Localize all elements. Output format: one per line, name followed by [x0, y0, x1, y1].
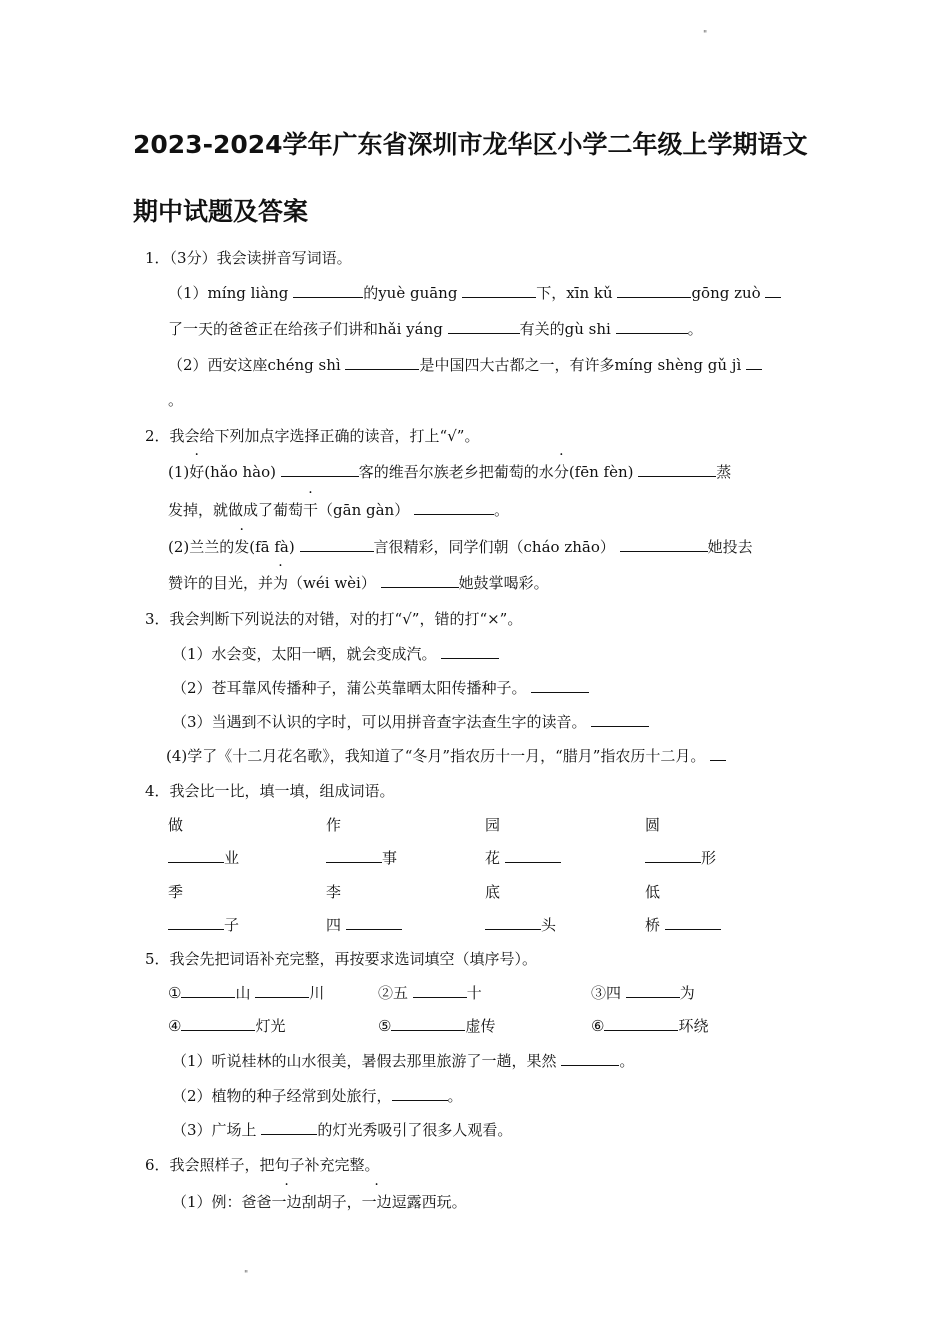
- word-part: 业: [224, 849, 240, 867]
- idiom-part: ②五: [378, 984, 409, 1002]
- answer-blank[interactable]: [746, 355, 762, 370]
- q5-idiom-6: [591, 1016, 708, 1036]
- idiom-part: 山: [235, 984, 251, 1002]
- word-part: 形: [701, 849, 717, 867]
- q5-idiom-5: [378, 1016, 495, 1036]
- statement-text: （3）当遇到不认识的字时，可以用拼音查字法查生字的读音。: [172, 713, 587, 731]
- answer-blank[interactable]: [665, 915, 721, 930]
- pinyin-options: （gān gàn）: [318, 501, 410, 519]
- q4-word-blank: [485, 848, 561, 868]
- statement-text: （2）苍耳靠风传播种子，蒲公英靠晒太阳传播种子。: [172, 679, 527, 697]
- idiom-part: 虚传: [465, 1017, 496, 1035]
- q5-sentence-1: [172, 1051, 634, 1071]
- q1-part1-line2: [168, 319, 703, 339]
- q4-word-blank: [645, 848, 716, 868]
- answer-blank[interactable]: [441, 644, 499, 659]
- sentence-text: （2）植物的种子经常到处旅行，: [172, 1087, 392, 1105]
- answer-blank[interactable]: [638, 462, 716, 477]
- pinyin-options: (fēn fèn): [568, 463, 634, 481]
- q5-idiom-1: [168, 983, 324, 1003]
- q4-char: 园: [485, 816, 501, 834]
- answer-blank[interactable]: [181, 983, 235, 998]
- sentence-text: 逗露西玩。: [391, 1193, 467, 1211]
- title-line-2: 期中试题及答案: [133, 197, 309, 226]
- sentence-text: 。: [447, 1087, 463, 1105]
- answer-blank[interactable]: [561, 1051, 619, 1066]
- q3-statement-4: [166, 746, 726, 766]
- answer-blank[interactable]: [765, 283, 781, 298]
- answer-blank[interactable]: [591, 712, 649, 727]
- q4-word-blank: [168, 848, 239, 868]
- answer-blank[interactable]: [168, 915, 224, 930]
- word-part: 四: [326, 916, 342, 934]
- answer-blank[interactable]: [181, 1016, 255, 1031]
- sentence-text: 。: [619, 1052, 635, 1070]
- answer-blank[interactable]: [620, 537, 708, 552]
- dotted-char: 分: [553, 463, 569, 481]
- q4-char: 做: [168, 816, 184, 834]
- answer-blank[interactable]: [300, 537, 374, 552]
- q4-word-blank: [485, 915, 556, 935]
- sentence-text: 客的维吾尔族老乡把葡萄的水: [358, 463, 554, 481]
- q2-line2: [168, 500, 509, 520]
- answer-blank[interactable]: [413, 983, 467, 998]
- dotted-char: 好: [189, 463, 205, 481]
- answer-blank[interactable]: [617, 283, 691, 298]
- word-part: 头: [541, 916, 557, 934]
- q3-statement-2: [172, 678, 589, 698]
- pinyin-options: (hǎo hào): [204, 463, 277, 481]
- answer-blank[interactable]: [326, 848, 382, 863]
- corner-mark-top: ": [703, 30, 708, 40]
- idiom-part: 环绕: [678, 1017, 709, 1035]
- q6-heading: 6．我会照样子，把句子补充完整。: [145, 1156, 380, 1174]
- sentence-text: 有关的gù shi: [519, 320, 611, 338]
- q5-heading: 5．我会先把词语补充完整，再按要求选词填空（填序号）。: [145, 950, 538, 968]
- statement-text: (4)学了《十二月花名歌》，我知道了“冬月”指农历十一月，“腊月”指农历十二月。: [166, 747, 706, 765]
- word-part: 花: [485, 849, 501, 867]
- dotted-char: 一边: [271, 1193, 302, 1211]
- sentence-text: 是中国四大古都之一，有许多míng shèng gǔ jì: [419, 356, 742, 374]
- pinyin-text: 下，xīn kǔ: [536, 284, 613, 302]
- word-part: 事: [382, 849, 398, 867]
- q4-char: 作: [326, 816, 342, 834]
- q1-part2-line1: [168, 355, 762, 375]
- dotted-char: 一边: [361, 1193, 392, 1211]
- idiom-part: 灯光: [255, 1017, 286, 1035]
- idiom-index: ①: [168, 984, 182, 1002]
- statement-text: （1）水会变，太阳一晒，就会变成汽。: [172, 645, 437, 663]
- sentence-text: 了一天的爸爸正在给孩子们讲和hǎi yáng: [168, 320, 443, 338]
- q3-heading: 3．我会判断下列说法的对错，对的打“√”，错的打“×”。: [145, 610, 523, 628]
- pinyin-text: 的yuè guāng: [363, 284, 458, 302]
- q5-idiom-2: [378, 983, 482, 1003]
- sentence-text: （3）广场上: [172, 1121, 257, 1139]
- dotted-char: 干: [303, 501, 319, 519]
- answer-blank[interactable]: [710, 746, 726, 761]
- answer-blank[interactable]: [626, 983, 680, 998]
- q2-line1: [168, 462, 731, 482]
- word-part: 桥: [645, 916, 661, 934]
- answer-blank[interactable]: [346, 915, 402, 930]
- pinyin-text: （1）míng liàng: [168, 284, 289, 302]
- q4-word-blank: [168, 915, 239, 935]
- q3-statement-3: [172, 712, 649, 732]
- q1-part2-line2: 。: [168, 391, 184, 409]
- q4-word-blank: [645, 915, 721, 935]
- q4-word-blank: [326, 915, 402, 935]
- q5-idiom-4: [168, 1016, 285, 1036]
- idiom-index: ⑤: [378, 1017, 392, 1035]
- sentence-text: （1）听说桂林的山水很美，暑假去那里旅游了一趟，果然: [172, 1052, 557, 1070]
- answer-blank[interactable]: [505, 848, 561, 863]
- sentence-text: 她投去: [707, 538, 753, 556]
- idiom-part: 川: [309, 984, 325, 1002]
- sentence-text: 刮胡子，: [301, 1193, 362, 1211]
- answer-blank[interactable]: [392, 1086, 448, 1101]
- q6-example: [172, 1192, 467, 1212]
- answer-blank[interactable]: [604, 1016, 678, 1031]
- q4-char: 圆: [645, 816, 661, 834]
- answer-blank[interactable]: [462, 283, 536, 298]
- sentence-text: 赞许的目光，并: [168, 574, 274, 592]
- answer-blank[interactable]: [345, 355, 419, 370]
- idiom-part: 十: [466, 984, 482, 1002]
- q4-char: 季: [168, 883, 184, 901]
- answer-blank[interactable]: [391, 1016, 465, 1031]
- pinyin-text: gōng zuò: [691, 284, 761, 302]
- q4-char: 底: [485, 883, 501, 901]
- idiom-index: ④: [168, 1017, 182, 1035]
- sentence-text: (2)兰兰的: [168, 538, 235, 556]
- q2-line3: [168, 537, 753, 557]
- q5-sentence-2: [172, 1086, 463, 1106]
- dotted-char: 为: [273, 574, 289, 592]
- answer-blank[interactable]: [448, 319, 520, 334]
- sentence-text: 她鼓掌喝彩。: [458, 574, 549, 592]
- q2-heading: 2．我会给下列加点字选择正确的读音，打上“√”。: [145, 427, 480, 445]
- answer-blank[interactable]: [414, 500, 494, 515]
- q2-line4: [168, 573, 549, 593]
- sentence-text: 。: [687, 320, 703, 338]
- q4-word-blank: [326, 848, 397, 868]
- corner-mark-bottom: ": [244, 1270, 249, 1280]
- q1-part1-line1: [168, 283, 781, 303]
- answer-blank[interactable]: [616, 319, 688, 334]
- title-line-1: 2023-2024学年广东省深圳市龙华区小学二年级上学期语文: [133, 130, 808, 159]
- sentence-text: (1): [168, 463, 190, 481]
- idiom-part: 为: [679, 984, 695, 1002]
- answer-blank[interactable]: [645, 848, 701, 863]
- word-part: 子: [224, 916, 240, 934]
- answer-blank[interactable]: [261, 1120, 317, 1135]
- sentence-text: 。: [494, 501, 510, 519]
- answer-blank[interactable]: [168, 848, 224, 863]
- sentence-text: （2）西安这座chéng shì: [168, 356, 341, 374]
- answer-blank[interactable]: [381, 573, 459, 588]
- sentence-text: 言很精彩，同学们朝（cháo zhāo）: [373, 538, 615, 556]
- pinyin-options: （wéi wèi）: [288, 574, 376, 592]
- answer-blank[interactable]: [255, 983, 309, 998]
- sentence-text: （1）例：爸爸: [172, 1193, 272, 1211]
- q4-char: 低: [645, 883, 661, 901]
- q4-heading: 4．我会比一比，填一填，组成词语。: [145, 782, 395, 800]
- answer-blank[interactable]: [485, 915, 541, 930]
- q3-statement-1: [172, 644, 499, 664]
- answer-blank[interactable]: [281, 462, 359, 477]
- sentence-text: 发掉，就做成了葡萄: [168, 501, 304, 519]
- sentence-text: 的灯光秀吸引了很多人观看。: [317, 1121, 513, 1139]
- q1-heading: 1．（3分）我会读拼音写词语。: [145, 249, 352, 267]
- dotted-char: 发: [234, 538, 250, 556]
- q4-char: 李: [326, 883, 342, 901]
- sentence-text: 蒸: [716, 463, 732, 481]
- q5-idiom-3: [591, 983, 695, 1003]
- idiom-part: ③四: [591, 984, 622, 1002]
- idiom-index: ⑥: [591, 1017, 605, 1035]
- pinyin-options: (fā fà): [249, 538, 295, 556]
- answer-blank[interactable]: [293, 283, 363, 298]
- q5-sentence-3: [172, 1120, 512, 1140]
- answer-blank[interactable]: [531, 678, 589, 693]
